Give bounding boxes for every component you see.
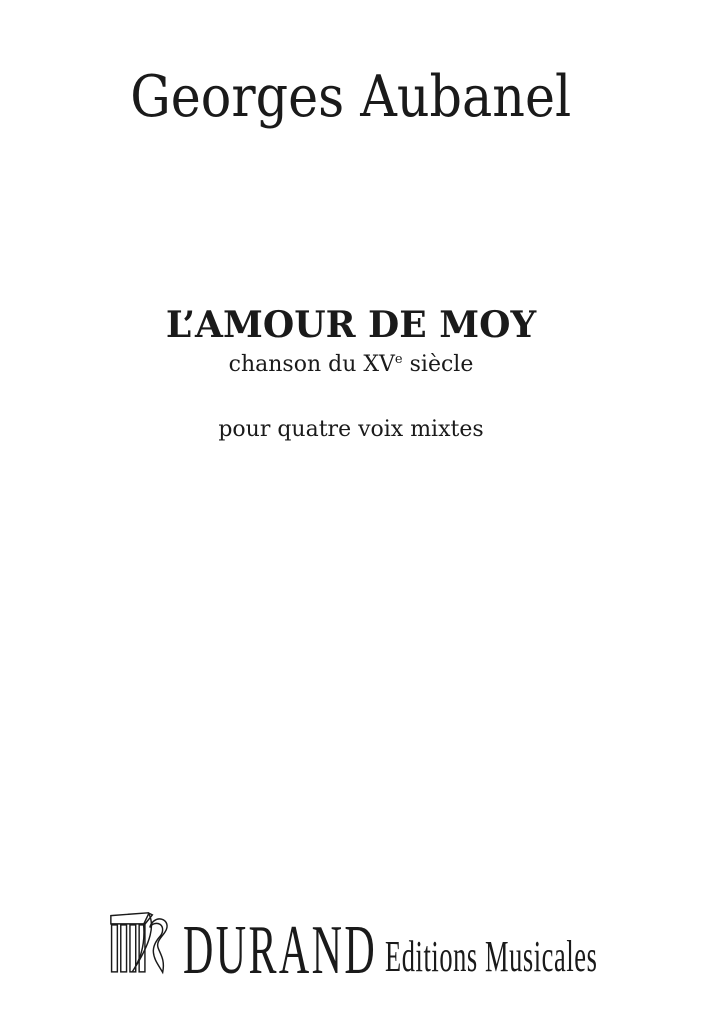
work-subtitle bbox=[0, 354, 702, 376]
subtitle-superscript: e bbox=[394, 352, 403, 367]
composer-name-text: Georges Aubanel bbox=[130, 64, 572, 130]
publisher-tagline: Editions Musicales bbox=[385, 932, 598, 981]
subtitle-prefix: chanson du XV bbox=[228, 352, 395, 377]
publisher-imprint bbox=[110, 911, 610, 989]
publisher-name: DURAND bbox=[183, 912, 378, 989]
work-title: L’AMOUR DE MOY bbox=[165, 304, 537, 346]
composer-name bbox=[0, 64, 702, 130]
subtitle-suffix: siècle bbox=[402, 352, 474, 377]
durand-column-scroll-icon bbox=[110, 912, 172, 980]
voicing-line: pour quatre voix mixtes bbox=[218, 417, 484, 442]
